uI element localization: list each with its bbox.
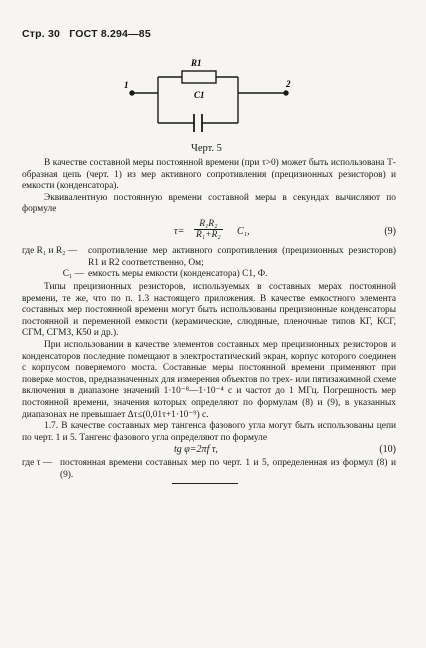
formula-9: τ= $\frac{\text{R₁R₂}}{\text{R₁+R₂}}$ C₁, (9) <box>174 219 396 240</box>
formula-10-number: (10) <box>379 444 396 455</box>
definitions-formula-9: где R₁ и R₂ — сопротивление мер активного сопротивления (прецизионных резисторов) R1 и R2 соответственно, Ом; C₁ — емкость меры емкости (конденсатора) C1, Ф. <box>22 246 396 280</box>
formula-9-fraction: $\frac{\text{R₁R₂}}{\text{R₁+R₂}}$ <box>196 219 221 240</box>
formula-9-number: (9) <box>384 226 396 237</box>
c1-label: C1 <box>194 90 205 100</box>
paragraph-5: 1.7. В качестве составных мер тангенса фазового угла могут быть использованы цепи по черт. 1 и 5. Тангенс фазового угла определяют по формуле <box>22 421 396 443</box>
terminal-1-label: 1 <box>124 80 129 90</box>
formula-10: tg φ=2πf τ, (10) <box>174 444 396 455</box>
figure-caption: Черт. 5 <box>191 143 222 154</box>
paragraph-1: В качестве составной меры постоянной времени (при τ>0) может быть использована Т-образная цепь (черт. 1) из мер активного сопротивления (прецизионных резисторов) и емкости (конденсатора). Эквивалентную постоянную времени составной меры в секундах вычисляют по формуле <box>22 158 396 215</box>
circuit-diagram <box>110 55 310 137</box>
standard-code: ГОСТ 8.294—85 <box>69 28 151 40</box>
r1-label: R1 <box>191 58 202 68</box>
definitions-formula-10: где τ — постоянная времени составных мер по черт. 1 и 5, определенная из формул (8) и (9). <box>22 458 396 480</box>
end-rule <box>172 483 238 484</box>
terminal-2-node <box>284 91 288 95</box>
page-number: Стр. 30 <box>22 28 61 40</box>
paragraph-2: Эквивалентную постоянную времени составной меры в секундах вычисляют по формуле <box>22 192 396 215</box>
terminal-2-label: 2 <box>286 79 291 89</box>
resistor-r1 <box>182 71 216 83</box>
paragraph-3: Типы прецизионных резисторов, используемых в составных мерах постоянной времени, те же, что по п. 1.3 настоящего приложения. В качестве емкостного элемента составных мер постоянной времени могут быть использованы прецизионные конденсаторы постоянной и переменной емкости (керамические, слюдяные, пленочные типов КГ, КСГ, СГМ, СГМЗ, К50 и др.). При использовании в качестве элементов составных мер прецизионных резисторов и конденсаторов последние помещают в электростатический экран, корпус которого соединен с корпусом поверяемого моста. Составные меры постоянной времени применяют при поверке мостов, предназначенных для измерения объектов по трех- или пятизажимной схеме включения в диапазоне значений 1·10⁻⁸—1·10⁻⁴ с и частот до 1 МГц. Погрешность мер постоянной времени, значения которых определяют по формулам (8) и (9), в указанных диапазонах не превышает Δτ≤(0,01τ+1·10⁻⁹) с. 1.7. В качестве составных мер тангенса фазового угла могут быть использованы цепи по черт. 1 и 5. Тангенс фазового угла определяют по формуле <box>22 282 396 443</box>
paragraph-4: При использовании в качестве элементов составных мер прецизионных резисторов и конденсаторов последние помещают в электростатический экран, корпус которого соединен с корпусом поверяемого моста. Составные меры постоянной времени применяют при поверке мостов, предназначенных для измерения объектов по трех- или пятизажимной схеме включения в диапазоне значений 1·10⁻⁸—1·10⁻⁴ с и частот до 1 МГц. Погрешность мер постоянной времени, значения которых определяют по формулам (8) и (9), в указанных диапазонах не превышает Δτ≤(0,01τ+1·10⁻⁹) с. <box>22 339 396 420</box>
page-header <box>22 28 157 40</box>
